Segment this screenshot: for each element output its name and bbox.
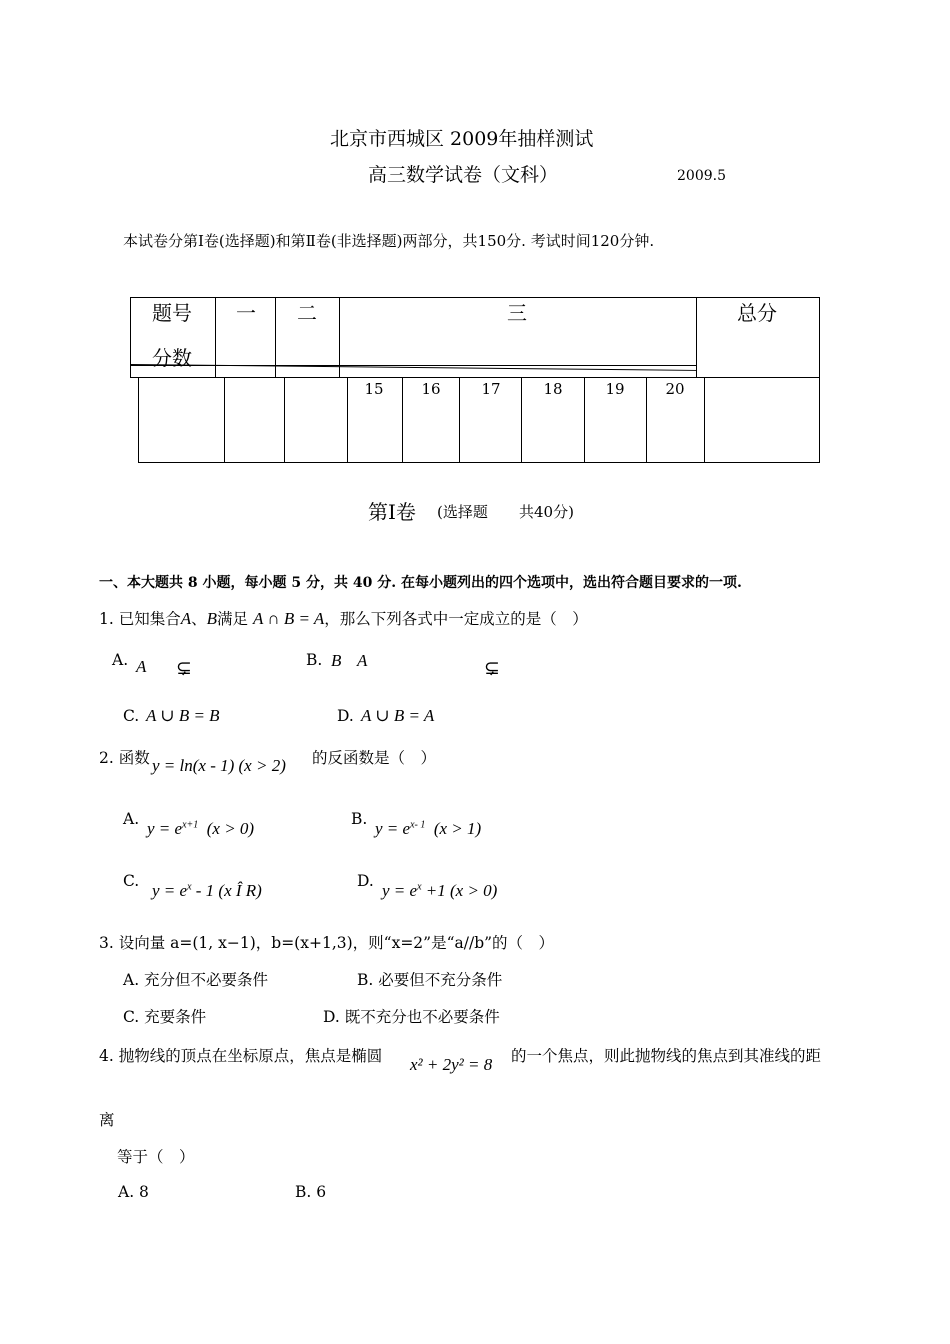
q1-option-c-label: C. [123, 707, 140, 725]
q1-stem: 1. 已知集合A、B满足 A ∩ B = A，那么下列各式中一定成立的是（ ） [99, 609, 588, 628]
table-header-section1: 一 [236, 301, 256, 325]
q2-option-c-expr: $y = e^x - 1$ (x Î R) [152, 881, 262, 900]
q1-option-d-label: D. [337, 707, 354, 725]
q4-ellipse-equation: x² + 2y² = 8 [410, 1055, 493, 1074]
q2-option-a-expr: $y = e^{x+1}$ (x > 0) [147, 819, 255, 838]
q2-stem-end: 的反函数是（ ） [312, 749, 437, 767]
table-qnum-15: 15 [364, 380, 384, 398]
q4-stem-start: 4. 抛物线的顶点在坐标原点，焦点是椭圆 [99, 1047, 383, 1065]
table-qnum-19: 19 [605, 380, 625, 398]
q2-option-b-label: B. [351, 810, 368, 828]
table-qnum-20: 20 [665, 380, 685, 398]
q1-option-b-label: B. [306, 651, 323, 669]
table-header-section3: 三 [507, 301, 527, 325]
q1-option-a-label: A. [112, 651, 129, 669]
q1-option-a-set: A [136, 657, 147, 676]
q4-stem-end: 等于（ ） [117, 1148, 195, 1166]
q2-function: y = ln(x - 1) (x > 2) [152, 756, 286, 775]
exam-title-line2: 高三数学试卷（文科） [368, 164, 559, 186]
q3-option-d: D. 既不充分也不必要条件 [323, 1008, 500, 1026]
table-header-total: 总分 [737, 301, 777, 325]
section1-instructions: 一、本大题共 8 小题，每小题 5 分，共 40 分. 在每小题列出的四个选项中，选出符合题目要求的一项. [99, 575, 742, 591]
q4-option-b: B. 6 [295, 1183, 327, 1201]
exam-title-line1: 北京市西城区 2009年抽样测试 [330, 128, 594, 150]
q2-option-d-expr: $y = e^x +1$ (x > 0) [382, 881, 498, 900]
part1-heading: 第Ⅰ卷 [368, 500, 416, 524]
q1-condition: A ∩ B = A [252, 609, 325, 628]
q2-stem-start: 2. 函数 [99, 749, 150, 767]
q1-option-a-subset-symbol: ⊊ [176, 658, 192, 679]
table-qnum-16: 16 [421, 380, 441, 398]
q3-option-a: A. 充分但不必要条件 [123, 971, 269, 989]
q1-option-d-expr: A ∪ B = A [361, 706, 435, 725]
table-qnum-17: 17 [481, 380, 501, 398]
q1-option-b-set-b: B [331, 651, 342, 670]
q1-option-c-expr: A ∪ B = B [146, 706, 220, 725]
table-header-section2: 二 [297, 301, 317, 325]
q3-option-c: C. 充要条件 [123, 1008, 207, 1026]
q4-stem-wrap: 离 [99, 1111, 115, 1129]
q4-option-a: A. 8 [118, 1183, 149, 1201]
table-header-score: 分数 [152, 346, 192, 370]
table-qnum-18: 18 [543, 380, 563, 398]
q1-option-b-set-a: A [357, 651, 368, 670]
q2-option-b-expr: $y = e^{x- 1}$ (x > 1) [375, 819, 482, 838]
q3-option-b: B. 必要但不充分条件 [357, 971, 503, 989]
q2-option-a-label: A. [123, 810, 140, 828]
exam-date: 2009.5 [677, 168, 726, 184]
part1-heading-points: 共40分) [519, 503, 574, 521]
q2-option-d-label: D. [357, 872, 374, 890]
part1-heading-type: (选择题 [437, 503, 488, 521]
q1-option-b-subset-symbol: ⊊ [484, 658, 500, 679]
q2-option-c-label: C. [123, 872, 140, 890]
q4-stem-middle: 的一个焦点，则此抛物线的焦点到其准线的距 [511, 1047, 822, 1065]
q3-stem: 3. 设向量 a=(1, x−1)，b=(x+1,3)，则“x=2”是“a//b”的（ ） [99, 934, 555, 952]
intro-text: 本试卷分第Ⅰ卷(选择题)和第Ⅱ卷(非选择题)两部分，共150分. 考试时间120分钟. [123, 232, 655, 250]
table-header-tihao: 题号 [152, 301, 192, 325]
